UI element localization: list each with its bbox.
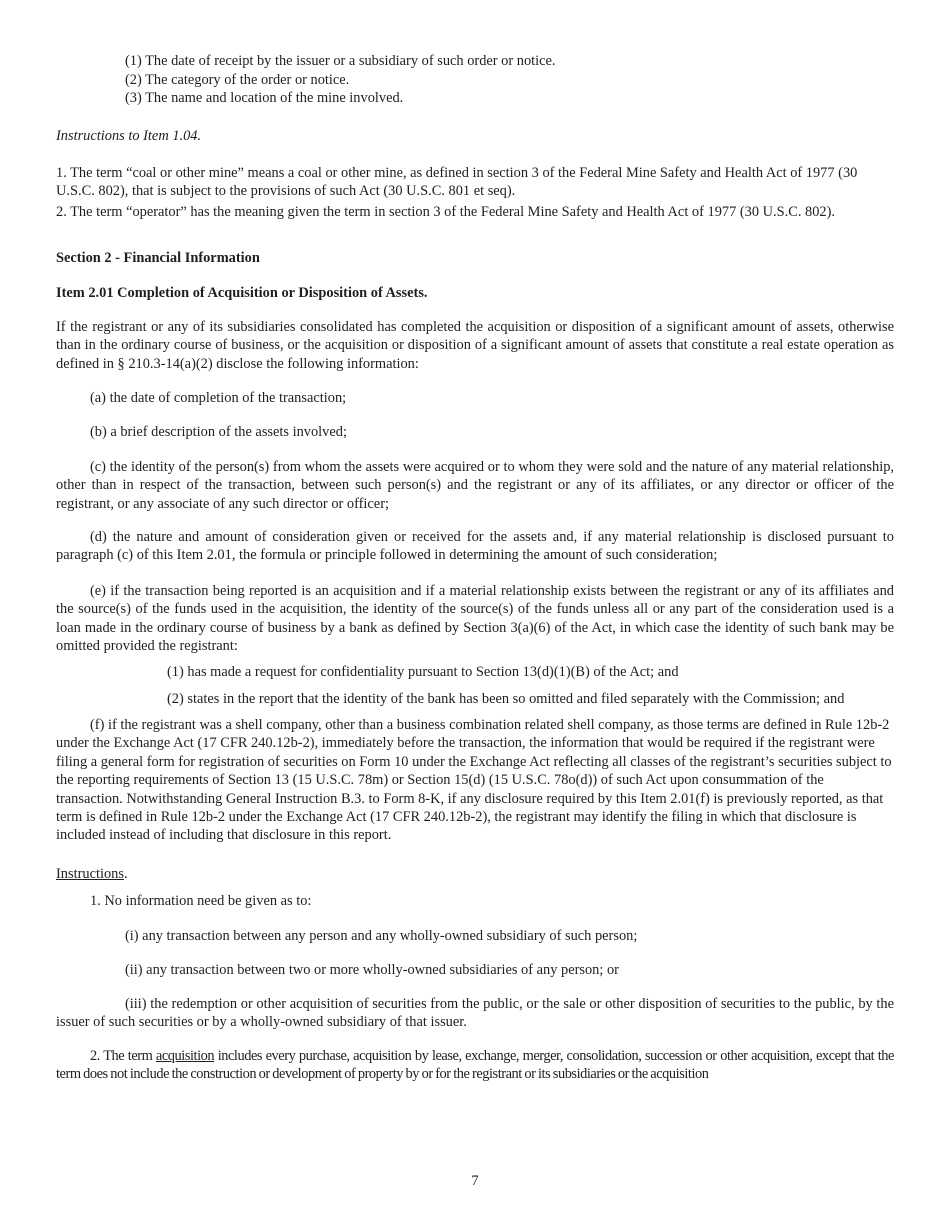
item-2-term-acquisition: acquisition: [155, 1048, 215, 1064]
paragraph-d: (d) the nature and amount of consideration given or received for the assets and, if any material relationship is disclosed pursuant to paragraph (c) of this Item 2.01, the formula or principle followed in determining the amount of such consideration;: [56, 529, 894, 564]
paragraph-e-1: (1) has made a request for confidentiality pursuant to Section 13(d)(1)(B) of the Act; and: [167, 664, 679, 680]
instructions-104-item-2: 2. The term “operator” has the meaning given the term in section 3 of the Federal Mine Safety and Health Act of 1977 (30 U.S.C. 802).: [56, 204, 836, 220]
paragraph-e: (e) if the transaction being reported is an acquisition and if a material relationship exists between the registrant or any of its affiliates and the source(s) of the funds used in the acquisition, the identity of the source(s) of the funds unless all or any part of the consideration used is a loan made in the ordinary course of business by a bank as defined by Section 3(a)(6) of the Act, in which case the identity of such bank may be omitted provided the registrant:: [56, 583, 894, 655]
instructions-201-heading-text: Instructions: [56, 866, 124, 882]
instructions-201-item-2: [56, 1047, 894, 1084]
instructions-104-item-1: 1. The term “coal or other mine” means a coal or other mine, as defined in section 3 of the Federal Mine Safety and Health Act of 1977 (30 U.S.C. 802), that is subject to the provisions of such Act (30 U.S.C. 801 et seq).: [56, 165, 858, 200]
section-2-heading: Section 2 - Financial Information: [56, 250, 260, 266]
instructions-201-item-i: (i) any transaction between any person and any wholly-owned subsidiary of such person;: [125, 928, 638, 944]
list-item-category: (2) The category of the order or notice.: [125, 72, 350, 88]
item-2-rest: includes every purchase, acquisition by lease, exchange, merger, consolidation, succession or other acquisition, except that the term does not include the construction or development of property by or for the registrant or its subsidiaries or the acquisition: [56, 1048, 894, 1083]
paragraph-c: (c) the identity of the person(s) from whom the assets were acquired or to whom they were sold and the nature of any material relationship, other than in respect of the transaction, between such person(s) and the registrant or any of its affiliates, or any director or officer of the registrant, or any associate of any such director or officer;: [56, 459, 894, 512]
paragraph-b: (b) a brief description of the assets involved;: [90, 424, 347, 440]
paragraph-e-2: (2) states in the report that the identity of the bank has been so omitted and filed separately with the Commission; and: [167, 691, 845, 707]
paragraph-f: (f) if the registrant was a shell company, other than a business combination related shell company, as those terms are defined in Rule 12b-2 under the Exchange Act (17 CFR 240.12b-2), immediately before the transaction, the information that would be required if the registrant were filing a general form for registration of securities on Form 10 under the Exchange Act reflecting all classes of the registrant’s securities subject to the reporting requirements of Section 13 (15 U.S.C. 78m) or Section 15(d) (15 U.S.C. 78o(d)) of such Act upon consummation of the transaction. Notwithstanding General Instruction B.3. to Form 8-K, if any disclosure required by this Item 2.01(f) is previously reported, as that term is defined in Rule 12b-2 under the Exchange Act (17 CFR 240.12b-2), the registrant may identify the filing in which that disclosure is included instead of including that disclosure in this report.: [56, 717, 892, 844]
instructions-104-heading: Instructions to Item 1.04.: [56, 128, 202, 144]
instructions-201-item-ii: (ii) any transaction between two or more wholly-owned subsidiaries of any person; or: [125, 962, 619, 978]
item-201-intro: If the registrant or any of its subsidiaries consolidated has completed the acquisition or disposition of a significant amount of assets, otherwise than in the ordinary course of business, or the acquisition or disposition of a significant amount of assets that constitute a real estate operation as defined in § 210.3-14(a)(2) disclose the following information:: [56, 319, 894, 372]
item-201-heading: Item 2.01 Completion of Acquisition or Disposition of Assets.: [56, 285, 428, 301]
page-number: 7: [471, 1173, 479, 1189]
instructions-201-item-iii: (iii) the redemption or other acquisition of securities from the public, or the sale or other disposition of securities to the public, by the issuer of such securities or by a wholly-owned subsidiary of that issuer.: [56, 996, 894, 1031]
item-2-prefix: 2. The term: [90, 1048, 156, 1064]
paragraph-a: (a) the date of completion of the transaction;: [90, 390, 347, 406]
list-item-mine-location: (3) The name and location of the mine involved.: [125, 90, 404, 106]
instructions-201-item-1: 1. No information need be given as to:: [90, 893, 312, 909]
list-item-date-of-receipt: (1) The date of receipt by the issuer or a subsidiary of such order or notice.: [125, 53, 556, 69]
instructions-201-heading: [56, 865, 894, 883]
instructions-201-heading-period: .: [123, 866, 128, 882]
